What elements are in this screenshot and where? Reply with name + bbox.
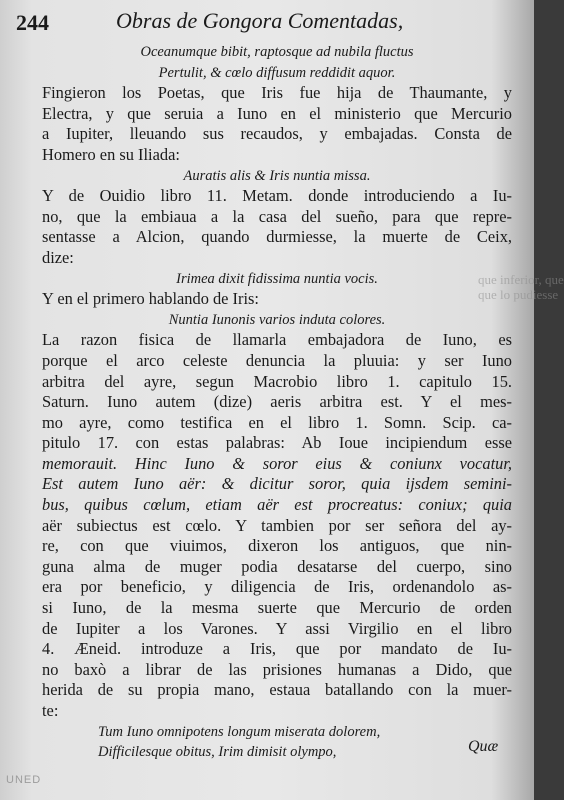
text-line: re, con que viuimos, dixeron los antiguos, que nin- xyxy=(42,536,512,556)
text-line: no baxò a librar de las prisiones humanas a Dido, que xyxy=(42,659,512,679)
text-line: herida de su propia mano, estaua batallando con la muer- xyxy=(42,680,512,700)
text-line: Auratis alis & Iris nuntia missa. xyxy=(183,167,371,184)
page-header xyxy=(16,8,516,40)
text-line: no, que la embiaua a la casa del sueño, para que repre- xyxy=(42,206,512,226)
text-line: Oceanumque bibit, raptosque ad nubila fluctus xyxy=(140,44,414,60)
text-line: bus, quibus cœlum, etiam aër est procreatus: coniux; quia xyxy=(42,495,512,515)
text-line: 4. Æneid. introduze a Iris, que por mandato de Iu- xyxy=(42,639,512,659)
text-line: porque el arco celeste denuncia la pluuia: y ser Iuno xyxy=(42,350,512,370)
text-line: aër subiectus est cœlo. Y tambien por ser señora del ay- xyxy=(42,515,512,535)
catchword: Quæ xyxy=(468,738,499,755)
text-line: sentasse a Alcion, quando durmiesse, la muerte de Ceix, xyxy=(42,227,512,247)
text-line: Fingieron los Poetas, que Iris fue hija de Thaumante, y xyxy=(42,83,512,103)
text-line: Difficilesque obitus, Irim dimisit olympo, xyxy=(98,744,337,761)
text-line: Y en el primero hablando de Iris: xyxy=(42,289,259,309)
text-line: era por beneficio, y diligencia de Iris, ordenandolo as- xyxy=(42,577,512,597)
page-number: 244 xyxy=(16,10,49,35)
text-line: memorauit. Hinc Iuno & soror eius & coniunx vocatur, xyxy=(42,453,512,473)
text-line: te: xyxy=(42,701,59,720)
text-line: de Iupiter a los Varones. Y assi Virgilio en el libro xyxy=(42,618,512,638)
text-line: guna alma de muger podia desatarse del cuerpo, sino xyxy=(42,556,512,576)
text-line: Irimea dixit fidissima nuntia vocis. xyxy=(176,270,378,287)
text-line: Pertulit, & cœlo diffusum reddidit aquor. xyxy=(158,64,396,81)
text-line: Est autem Iuno aër: & dicitur soror, quia ijsdem semini- xyxy=(42,474,512,494)
text-line: Homero en su Iliada: xyxy=(42,144,180,164)
show-through-text: que inferior, que que lo pudiesse xyxy=(478,272,564,302)
running-title: Obras de Gongora Comentadas, xyxy=(116,8,404,33)
text-line: a Iupiter, lleuando sus recaudos, y embajadas. Consta de xyxy=(42,124,512,144)
text-line: Y de Ouidio libro 11. Metam. donde introduciendo a Iu- xyxy=(42,186,512,206)
text-line: pitulo 17. con estas palabras: Ab Ioue incipiendum esse xyxy=(42,433,512,453)
text-line: Tum Iuno omnipotens longum miserata dolorem, xyxy=(98,723,381,740)
text-line: mo ayre, como testifica en el libro 1. Somn. Scip. ca- xyxy=(42,412,512,432)
text-line: La razon fisica de llamarla embajadora de Iuno, es xyxy=(42,330,512,350)
text-line: dize: xyxy=(42,247,74,267)
text-line: Saturn. Iuno autem (dize) aeris arbitra est. Y el mes- xyxy=(42,392,512,412)
text-line: arbitra del ayre, segun Macrobio libro 1. capitulo 15. xyxy=(42,371,512,391)
text-body xyxy=(42,42,512,763)
library-watermark: UNED xyxy=(6,774,42,786)
text-line: si Iuno, de la mesma suerte que Mercurio de orden xyxy=(42,598,512,618)
text-line: Nuntia Iunonis varios induta colores. xyxy=(168,311,386,328)
text-line: Electra, y que seruia a Iuno en el ministerio que Mercurio xyxy=(42,103,512,123)
